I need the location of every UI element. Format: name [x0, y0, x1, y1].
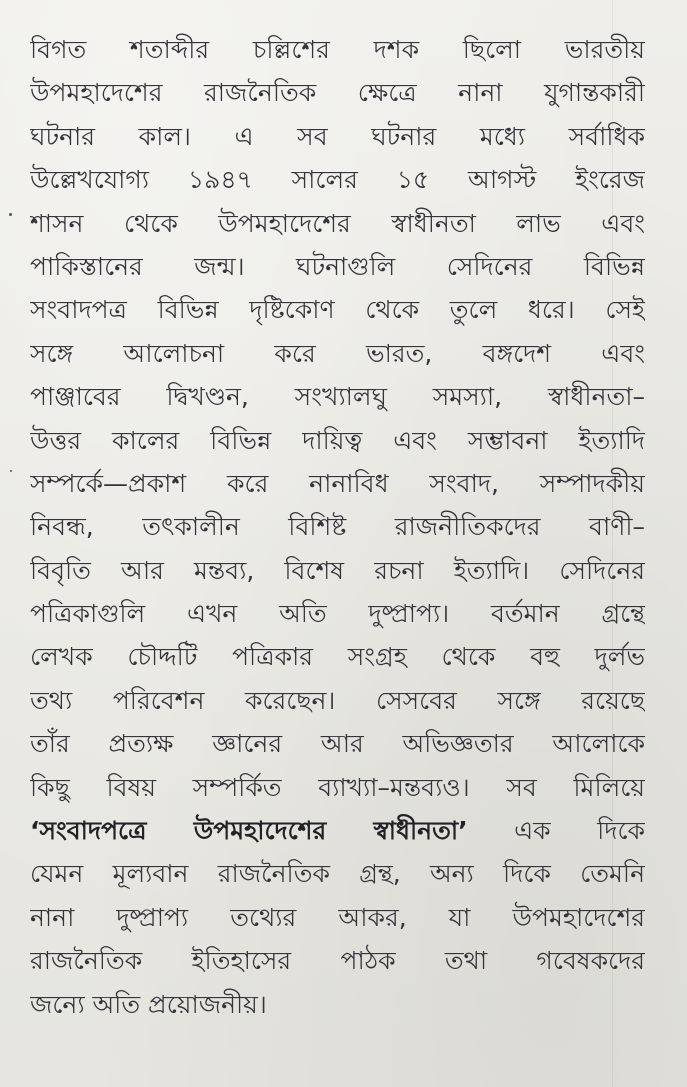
text-line-19-title — [30, 809, 645, 852]
text-line-1: বিগত শতাব্দীর চল্লিশের দশক ছিলো ভারতীয় — [30, 35, 645, 64]
text-line-10: উত্তর কালের বিভিন্ন দায়িত্ব এবং সম্ভাবনা ইত্যাদি — [30, 425, 645, 455]
text-line-15: লেখক চৌদ্দটি পত্রিকার সংগ্রহ থেকে বহু দুর্লভ — [30, 642, 645, 672]
text-line-4: উল্লেখযোগ্য ১৯৪৭ সালের ১৫ আগস্ট ইংরেজ — [30, 165, 645, 195]
text-line-23: জন্যে অতি প্রয়োজনীয়। — [30, 989, 267, 1019]
title-connector: এক — [467, 816, 598, 846]
text-line-17: তাঁর প্রত্যক্ষ জ্ঞানের আর অভিজ্ঞতার আলোকে — [30, 729, 645, 759]
text-line-12: নিবন্ধ, তৎকালীন বিশিষ্ট রাজনীতিকদের বাণী– — [30, 512, 645, 542]
text-line-8: সঙ্গে আলোচনা করে ভারত, বঙ্গদেশ এবং — [30, 338, 645, 368]
text-line-2: উপমহাদেশের রাজনৈতিক ক্ষেত্রে নানা যুগান্তকারী — [30, 78, 645, 108]
text-line-20: যেমন মূল্যবান রাজনৈতিক গ্রন্থ, অন্য দিকে তেমনি — [30, 859, 645, 889]
text-line-9: পাঞ্জাবের দ্বিখণ্ডন, সংখ্যালঘু সমস্যা, স্বাধীনতা– — [30, 382, 645, 412]
text-line-21: নানা দুষ্প্রাপ্য তথ্যের আকর, যা উপমহাদেশের — [30, 902, 645, 932]
text-line-18: কিছু বিষয় সম্পর্কিত ব্যাখ্যা–মন্তব্যও। সব মিলিয়ে — [30, 772, 645, 802]
text-line-22: রাজনৈতিক ইতিহাসের পাঠক তথা গবেষকদের — [30, 946, 645, 976]
text-line-14: পত্রিকাগুলি এখন অতি দুষ্প্রাপ্য। বর্তমান গ্রন্থে — [30, 599, 645, 629]
text-line-19-end: দিকে — [597, 816, 645, 846]
text-line-11: সম্পর্কে—প্রকাশ করে নানাবিধ সংবাদ, সম্পাদকীয় — [30, 468, 645, 498]
paper-speck — [9, 213, 12, 216]
text-line-3: ঘটনার কাল। এ সব ঘটনার মধ্যে সর্বাধিক — [30, 121, 645, 151]
text-line-5: শাসন থেকে উপমহাদেশের স্বাধীনতা লাভ এবং — [30, 208, 645, 238]
blurb-paragraph — [30, 28, 645, 1026]
text-line-6: পাকিস্তানের জন্ম। ঘটনাগুলি সেদিনের বিভিন্ন — [30, 251, 645, 281]
book-title: ‘সংবাদপত্রে উপমহাদেশের স্বাধীনতা’ — [30, 816, 468, 846]
paper-speck — [10, 470, 12, 472]
text-line-16: তথ্য পরিবেশন করেছেন। সেসবের সঙ্গে রয়েছে — [30, 685, 645, 715]
text-line-7: সংবাদপত্র বিভিন্ন দৃষ্টিকোণ থেকে তুলে ধরে। সেই — [30, 295, 645, 325]
text-line-13: বিবৃতি আর মন্তব্য, বিশেষ রচনা ইত্যাদি। সেদিনের — [30, 555, 645, 585]
